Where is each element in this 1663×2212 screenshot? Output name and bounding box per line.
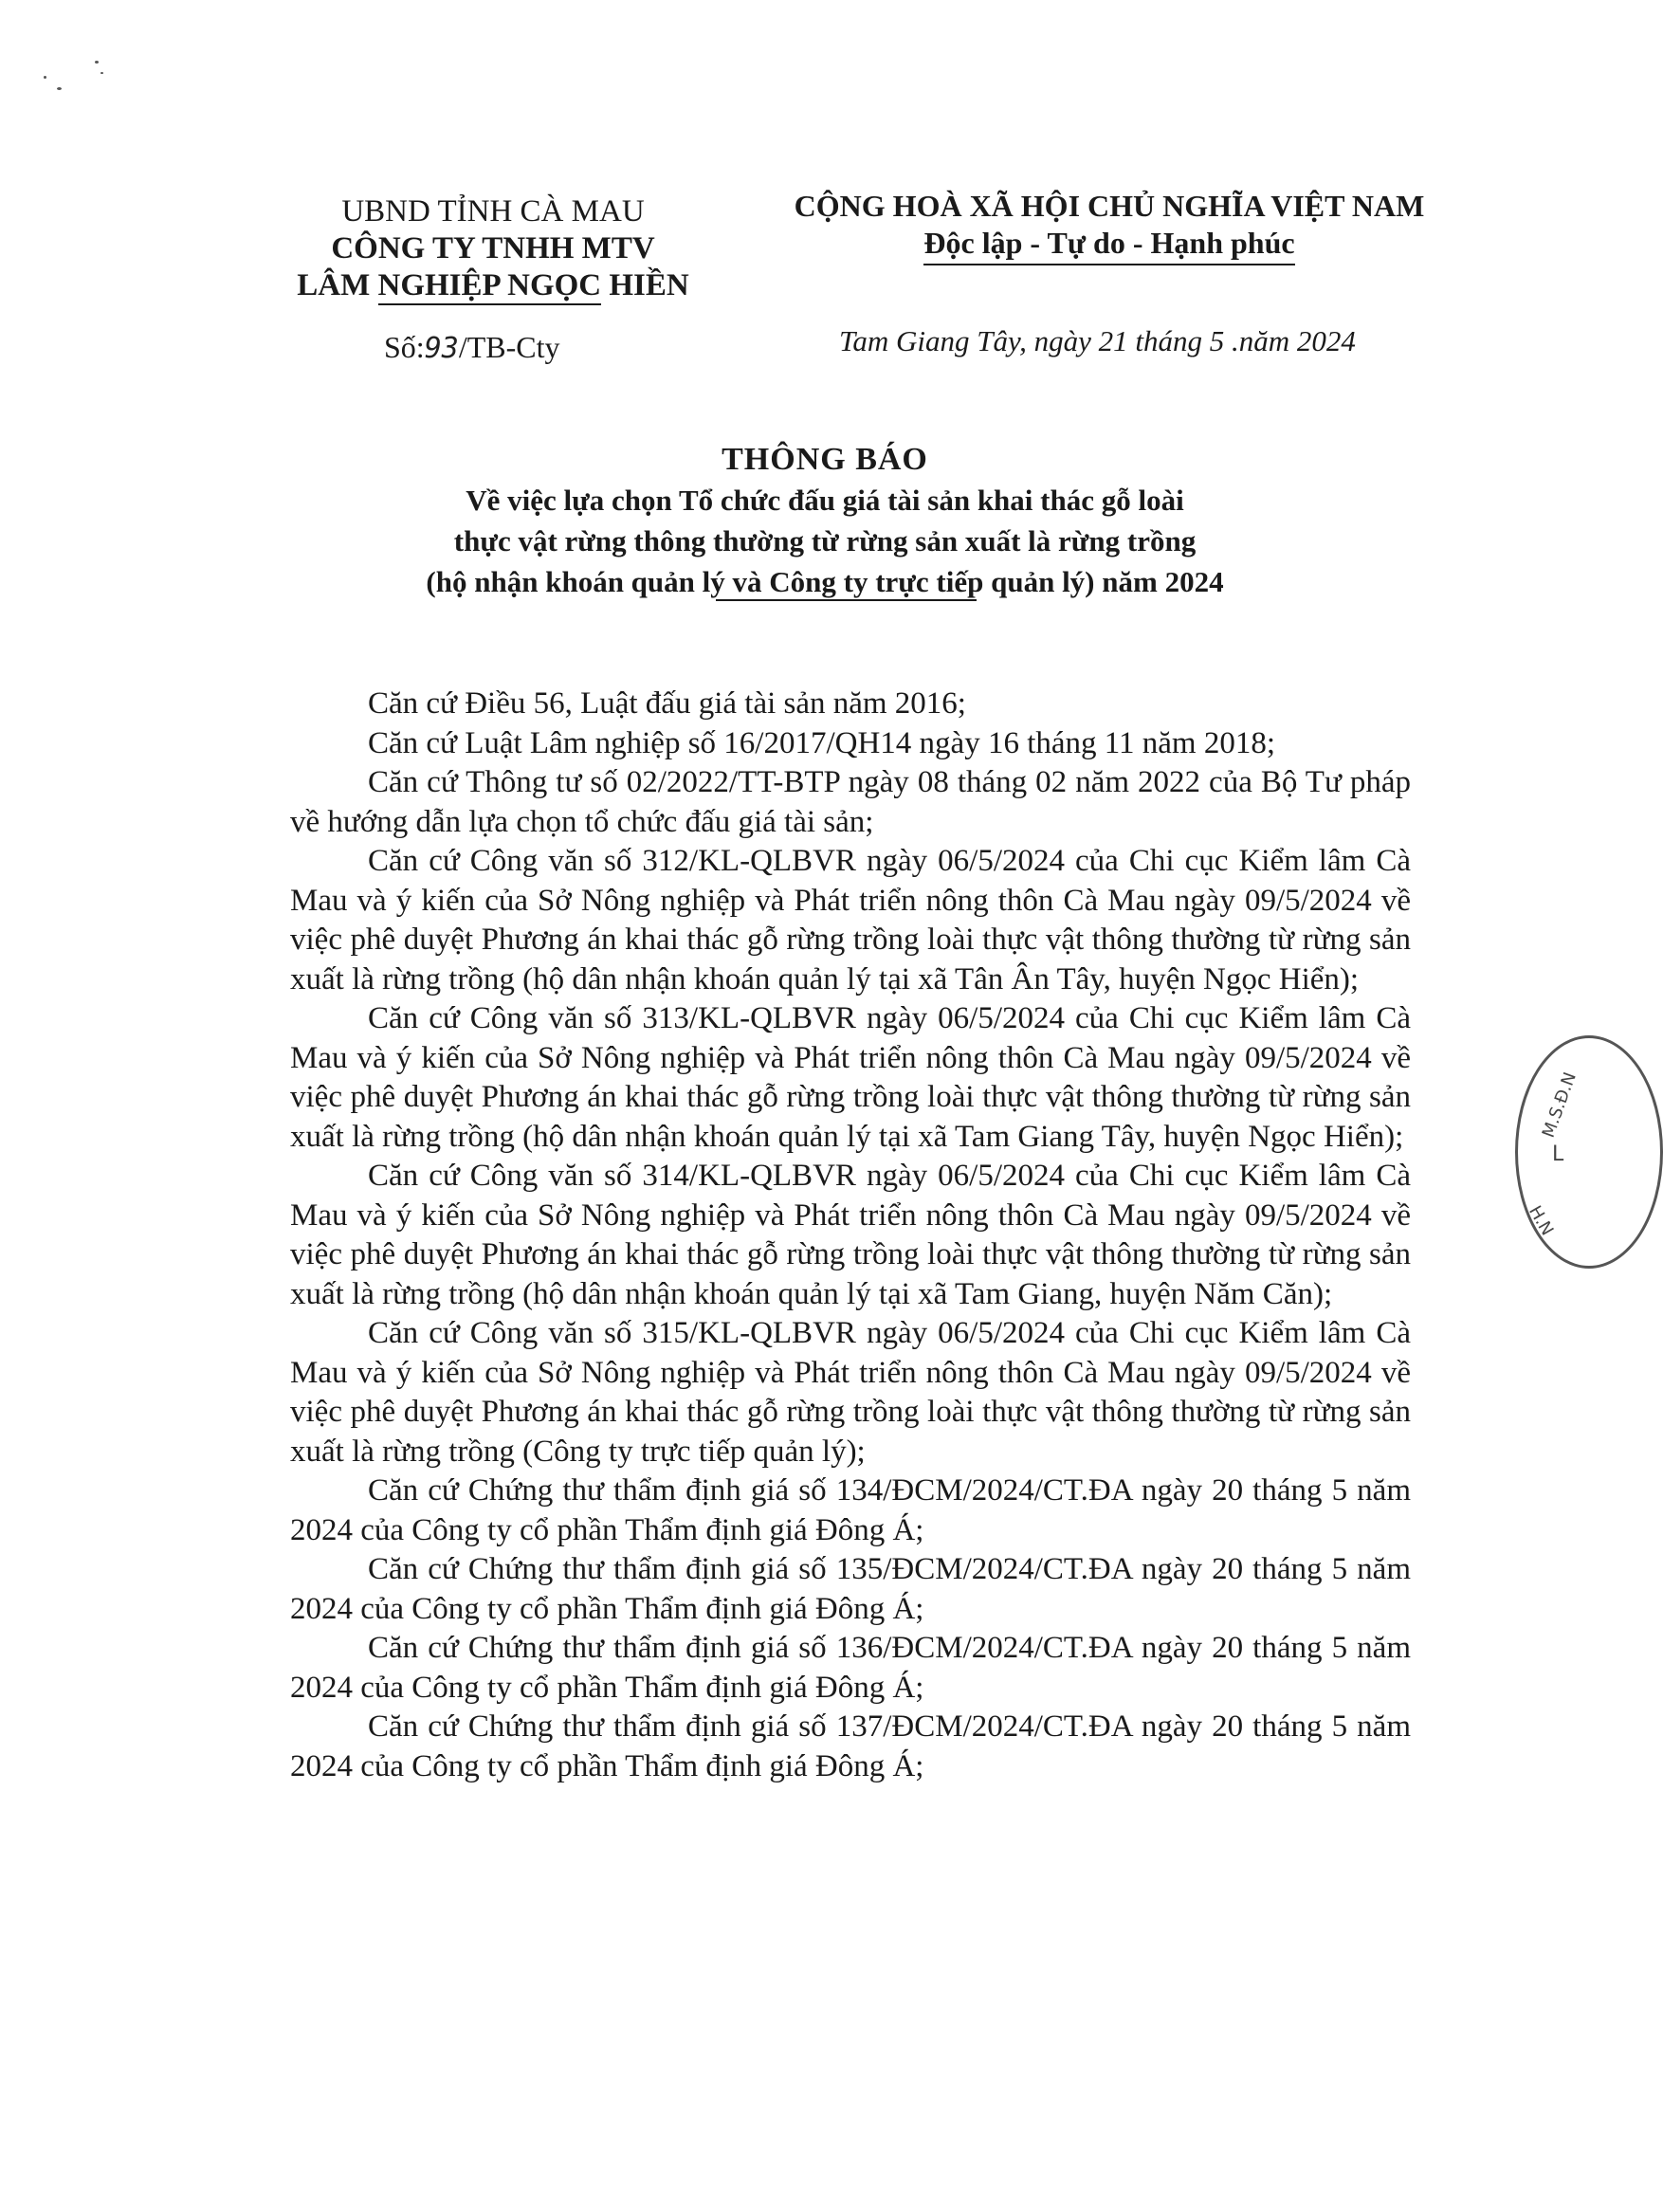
legal-basis-list: [290, 685, 1411, 1786]
seal-text-top: M.S.Đ.N: [1538, 1069, 1581, 1141]
legal-basis-paragraph: Căn cứ Công văn số 314/KL-QLBVR ngày 06/5/2024 của Chi cục Kiểm lâm Cà Mau và ý kiến của Sở Nông nghiệp và Phát triển nông thôn Cà Mau ngày 09/5/2024 về việc phê duyệt Phương án khai thác gỗ rừng trồng loài thực vật thông thường từ rừng sản xuất là rừng trồng (hộ dân nhận khoán quản lý tại xã Tam Giang, huyện Năm Căn);: [290, 1159, 1411, 1311]
national-motto: Độc lập - Tự do - Hạnh phúc: [923, 225, 1294, 265]
title-subject-line2: thực vật rừng thông thường từ rừng sản xuất là rừng trồng: [453, 524, 1197, 558]
title-underline: [716, 599, 977, 601]
document-number-value: 93: [424, 332, 459, 365]
company-name-line2-suffix: HIỀN: [601, 268, 689, 302]
nation-name: CỘNG HOÀ XÃ HỘI CHỦ NGHĨA VIỆT NAM: [794, 189, 1425, 223]
company-name-line1: CÔNG TY TNHH MTV: [331, 231, 655, 265]
document-number: [384, 330, 559, 365]
title-subject-line1: Về việc lựa chọn Tổ chức đấu giá tài sản khai thác gỗ loài: [466, 484, 1184, 517]
scan-speck: [101, 72, 103, 74]
place-date: Tam Giang Tây, ngày 21 tháng 5 .năm 2024: [839, 324, 1356, 357]
company-name-line2: [275, 267, 711, 304]
company-name-line2-prefix: LÂM: [297, 268, 378, 302]
legal-basis-paragraph: Căn cứ Công văn số 315/KL-QLBVR ngày 06/5/2024 của Chi cục Kiểm lâm Cà Mau và ý kiến của Sở Nông nghiệp và Phát triển nông thôn Cà Mau ngày 09/5/2024 về việc phê duyệt Phương án khai thác gỗ rừng trồng loài thực vật thông thường từ rừng sản xuất là rừng trồng (Công ty trực tiếp quản lý);: [290, 1316, 1411, 1469]
title-subject-line3: (hộ nhận khoán quản lý và Công ty trực tiếp quản lý) năm 2024: [426, 565, 1224, 598]
seal-text-bottom: H.N: [1525, 1202, 1558, 1239]
document-number-prefix: Số:: [384, 330, 425, 364]
legal-basis-paragraph: Căn cứ Chứng thư thẩm định giá số 136/ĐCM/2024/CT.ĐA ngày 20 tháng 5 năm 2024 của Công ty cổ phần Thẩm định giá Đông Á;: [290, 1631, 1411, 1705]
legal-basis-paragraph: Căn cứ Luật Lâm nghiệp số 16/2017/QH14 ngày 16 tháng 11 năm 2018;: [368, 725, 1276, 760]
notice-title: [341, 440, 1308, 602]
legal-basis-paragraph: Căn cứ Chứng thư thẩm định giá số 134/ĐCM/2024/CT.ĐA ngày 20 tháng 5 năm 2024 của Công ty cổ phần Thẩm định giá Đông Á;: [290, 1473, 1411, 1547]
scan-speck: [95, 61, 99, 64]
scan-speck: [57, 87, 62, 90]
scan-speck: [44, 76, 46, 79]
legal-basis-paragraph: Căn cứ Công văn số 312/KL-QLBVR ngày 06/5/2024 của Chi cục Kiểm lâm Cà Mau và ý kiến của Sở Nông nghiệp và Phát triển nông thôn Cà Mau ngày 09/5/2024 về việc phê duyệt Phương án khai thác gỗ rừng trồng loài thực vật thông thường từ rừng sản xuất là rừng trồng (hộ dân nhận khoán quản lý tại xã Tân Ân Tây, huyện Ngọc Hiển);: [290, 844, 1411, 996]
company-name-line2-underlined: NGHIỆP NGỌC: [378, 268, 602, 305]
legal-basis-paragraph: Căn cứ Điều 56, Luật đấu giá tài sản năm 2016;: [368, 686, 966, 721]
seal-text-middle: L: [1552, 1143, 1564, 1166]
title-main: THÔNG BÁO: [722, 442, 928, 477]
legal-basis-paragraph: Căn cứ Chứng thư thẩm định giá số 137/ĐCM/2024/CT.ĐA ngày 20 tháng 5 năm 2024 của Công ty cổ phần Thẩm định giá Đông Á;: [290, 1709, 1411, 1783]
legal-basis-paragraph: Căn cứ Chứng thư thẩm định giá số 135/ĐCM/2024/CT.ĐA ngày 20 tháng 5 năm 2024 của Công ty cổ phần Thẩm định giá Đông Á;: [290, 1552, 1411, 1626]
official-seal-fragment: [1515, 1035, 1663, 1269]
issuer-header: [275, 193, 711, 304]
national-header: [758, 188, 1460, 265]
parent-agency: UBND TỈNH CÀ MAU: [341, 194, 645, 229]
legal-basis-paragraph: Căn cứ Công văn số 313/KL-QLBVR ngày 06/5/2024 của Chi cục Kiểm lâm Cà Mau và ý kiến của Sở Nông nghiệp và Phát triển nông thôn Cà Mau ngày 09/5/2024 về việc phê duyệt Phương án khai thác gỗ rừng trồng loài thực vật thông thường từ rừng sản xuất là rừng trồng (hộ dân nhận khoán quản lý tại xã Tam Giang Tây, huyện Ngọc Hiển);: [290, 1001, 1411, 1154]
legal-basis-paragraph: Căn cứ Thông tư số 02/2022/TT-BTP ngày 08 tháng 02 năm 2022 của Bộ Tư pháp về hướng dẫn lựa chọn tổ chức đấu giá tài sản;: [290, 765, 1411, 839]
document-number-suffix: /TB-Cty: [458, 330, 560, 364]
